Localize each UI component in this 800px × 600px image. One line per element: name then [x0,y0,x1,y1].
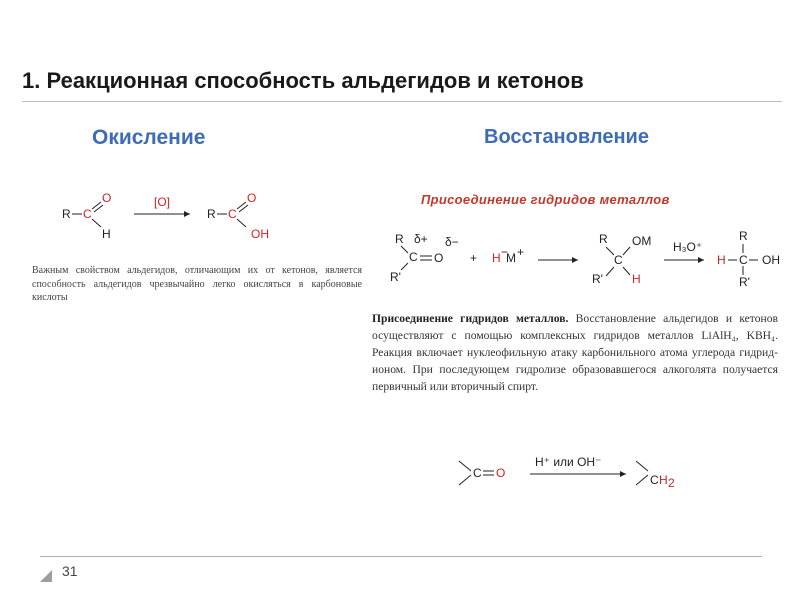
page-title: 1. Реакционная способность альдегидов и кетонов [22,68,584,93]
svg-text:H: H [492,251,501,265]
page-number: 31 [62,563,78,579]
oxidation-caption: Важным свойством альдегидов, отличающим их от кетонов, является способность альдегидов чрезвычайно легко окисляться в карбоновые кислоты [32,265,362,303]
acid-base-reagent: H⁺ или OH⁻ [535,455,602,469]
svg-text:C: C [228,207,237,221]
footer-divider [40,556,762,557]
svg-text:OH: OH [251,227,269,241]
reduction-arrow-1 [538,257,578,263]
reduction-description-text: Восстановление альдегидов и кетонов осуществляют с помощью комплексных гидридов металлов LiAlH₄, KBH₄. Реакция включает нуклеофильную атаку карбонильного атома углерода гидрид-ионом. При последующем гидролизе образовавшегося алкоголята получается первичный или вторичный спирт. [372,312,778,393]
hydride-reagent [492,245,524,265]
svg-text:R: R [739,229,748,243]
svg-text:M: M [506,251,516,265]
svg-text:−: − [501,245,509,259]
svg-text:R: R [62,207,71,221]
carbonyl-bottom [459,461,505,485]
svg-text:R: R [207,207,216,221]
svg-text:+: + [470,251,478,265]
reduction-description-title: Присоединение гидридов металлов. [372,312,569,325]
svg-text:C: C [473,466,482,480]
svg-text:+: + [517,245,525,259]
svg-text:R: R [395,232,404,246]
reduction-arrow-2 [664,240,704,263]
svg-text:C: C [83,207,92,221]
hydrolysis-reagent: H₃O⁺ [673,240,703,254]
svg-text:OH: OH [762,253,780,267]
svg-text:C: C [650,473,659,487]
alkoxide-intermediate [592,232,651,286]
svg-text:H: H [659,473,668,487]
reduction-description [372,310,778,395]
svg-text:R: R [599,232,608,246]
page-corner-icon [40,570,52,582]
svg-text:C: C [409,250,418,264]
bottom-arrow [530,455,626,477]
svg-text:O: O [247,191,257,205]
svg-text:δ−: δ− [445,235,459,249]
svg-text:R': R' [739,275,750,289]
svg-text:R': R' [390,270,401,284]
svg-text:OM: OM [632,234,652,248]
alcohol-product [717,229,780,289]
hydride-addition-subheading: Присоединение гидридов металлов [421,192,670,207]
svg-text:C: C [739,253,748,267]
methylene-product [636,461,675,490]
oxidation-arrow [134,195,190,217]
svg-text:H: H [632,272,641,286]
svg-text:O: O [434,251,444,265]
carbonyl-reactant [390,232,459,284]
svg-text:2: 2 [668,476,675,490]
svg-text:δ+: δ+ [414,232,428,246]
oxidation-reactant [62,191,111,241]
svg-text:H: H [717,253,726,267]
svg-text:C: C [614,253,623,267]
oxidation-product [207,191,269,241]
svg-text:H: H [102,227,111,241]
svg-text:O: O [102,191,112,205]
oxidation-reagent: [O] [154,195,171,209]
svg-text:O: O [496,466,506,480]
oxidation-heading: Окисление [92,126,206,149]
reduction-heading: Восстановление [484,126,649,148]
svg-text:R': R' [592,272,603,286]
